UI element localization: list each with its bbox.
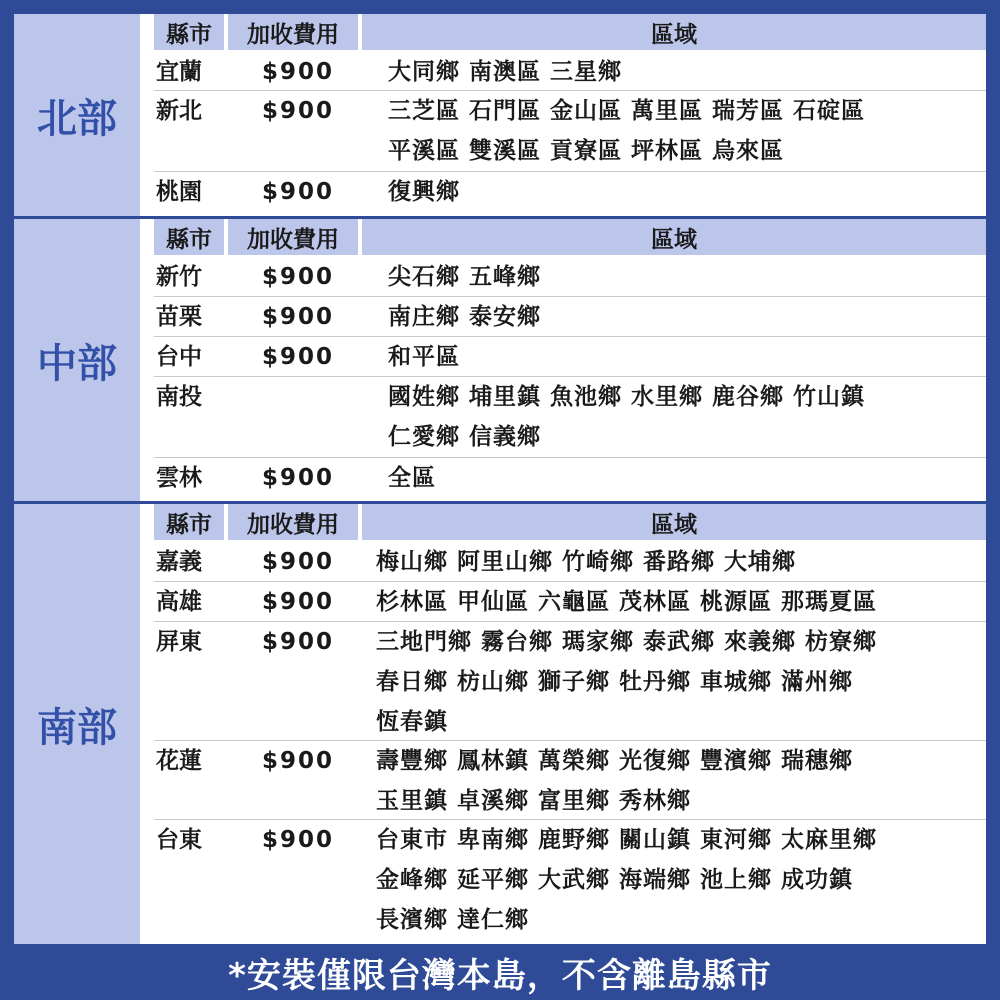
area-list: 國姓鄉 埔里鎮 魚池鄉 水里鄉 鹿谷鄉 竹山鎮 仁愛鄉 信義鄉: [388, 384, 866, 450]
region-label: 南部: [14, 504, 140, 944]
table-row: [154, 337, 986, 377]
city-name: 嘉義: [156, 549, 202, 575]
table-row: [154, 377, 986, 458]
header-city: 縣市: [154, 14, 224, 50]
area-list: 和平區: [388, 344, 460, 370]
city-name: 苗栗: [156, 304, 202, 330]
header-fee: 加收費用: [228, 14, 358, 50]
area-list: 三地門鄉 霧台鄉 瑪家鄉 泰武鄉 來義鄉 枋寮鄉 春日鄉 枋山鄉 獅子鄉 牡丹鄉 車城鄉 滿州鄉 恆春鎮: [376, 629, 878, 735]
fee-value: $900: [262, 98, 335, 124]
region-label: 北部: [14, 14, 140, 216]
city-name: 南投: [156, 384, 202, 410]
city-name: 雲林: [156, 465, 202, 491]
header-area: 區域: [362, 14, 986, 50]
fee-value: $900: [262, 748, 335, 774]
region-central: [14, 219, 986, 501]
city-name: 屏東: [156, 629, 202, 655]
table-row: [154, 257, 986, 297]
fee-value: $900: [262, 827, 335, 853]
table-row: [154, 741, 986, 820]
table-row: [154, 91, 986, 172]
city-name: 新竹: [156, 264, 202, 290]
city-name: 新北: [156, 98, 202, 124]
city-name: 花蓮: [156, 748, 202, 774]
table-row: [154, 297, 986, 337]
region-south: [14, 504, 986, 944]
table-row: [154, 622, 986, 741]
table-row: [154, 820, 986, 940]
table-row: [154, 172, 986, 212]
area-list: 三芝區 石門區 金山區 萬里區 瑞芳區 石碇區 平溪區 雙溪區 貢寮區 坪林區 烏來區: [388, 98, 866, 164]
region-table: [154, 14, 986, 216]
header-city: 縣市: [154, 504, 224, 540]
surcharge-table: [14, 14, 986, 944]
area-list: 南庄鄉 泰安鄉: [388, 304, 542, 330]
region-north: [14, 14, 986, 216]
area-list: 梅山鄉 阿里山鄉 竹崎鄉 番路鄉 大埔鄉: [376, 549, 797, 575]
area-list: 大同鄉 南澳區 三星鄉: [388, 59, 623, 85]
fee-value: $900: [262, 344, 335, 370]
fee-value: $900: [262, 179, 335, 205]
region-table: [154, 504, 986, 944]
area-list: 復興鄉: [388, 179, 460, 205]
header-city: 縣市: [154, 219, 224, 255]
area-list: 杉林區 甲仙區 六龜區 茂林區 桃源區 那瑪夏區: [376, 589, 878, 615]
region-table: [154, 219, 986, 501]
region-label: 中部: [14, 219, 140, 501]
city-name: 台中: [156, 344, 202, 370]
fee-value: $900: [262, 629, 335, 655]
table-row: [154, 52, 986, 91]
footer-note: *安裝僅限台灣本島，不含離島縣市: [228, 955, 772, 996]
city-name: 宜蘭: [156, 59, 202, 85]
city-name: 桃園: [156, 179, 202, 205]
fee-value: $900: [262, 59, 335, 85]
area-list: 壽豐鄉 鳳林鎮 萬榮鄉 光復鄉 豐濱鄉 瑞穗鄉 玉里鎮 卓溪鄉 富里鄉 秀林鄉: [376, 748, 854, 814]
fee-value: $900: [262, 304, 335, 330]
area-list: 全區: [388, 465, 436, 491]
fee-value: $900: [262, 465, 335, 491]
header-fee: 加收費用: [228, 504, 358, 540]
fee-value: $900: [262, 264, 335, 290]
area-list: 台東市 卑南鄉 鹿野鄉 關山鎮 東河鄉 太麻里鄉 金峰鄉 延平鄉 大武鄉 海端鄉 池上鄉 成功鎮 長濱鄉 達仁鄉: [376, 827, 878, 933]
city-name: 高雄: [156, 589, 202, 615]
header-area: 區域: [362, 504, 986, 540]
fee-value: $900: [262, 549, 335, 575]
table-row: [154, 458, 986, 498]
header-fee: 加收費用: [228, 219, 358, 255]
city-name: 台東: [156, 827, 202, 853]
fee-value: $900: [262, 589, 335, 615]
table-row: [154, 582, 986, 622]
header-area: 區域: [362, 219, 986, 255]
area-list: 尖石鄉 五峰鄉: [388, 264, 542, 290]
table-row: [154, 542, 986, 582]
